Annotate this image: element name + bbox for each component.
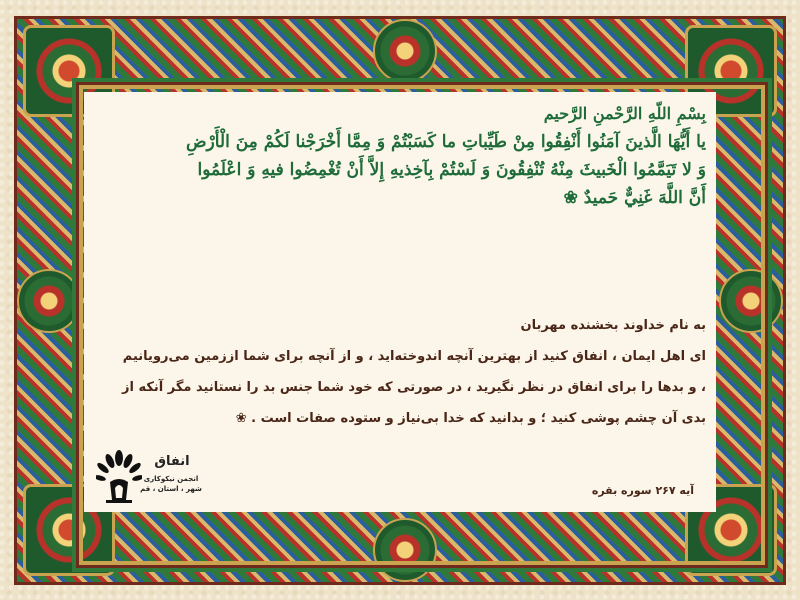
basmala: بِسْمِ اللّهِ الرَّحْمنِ الرَّحيم — [543, 104, 706, 123]
verse-line-2: وَ لا تَيَمَّمُوا الْخَبيثَ مِنْهُ تُنْفِقُونَ وَ لَسْتُمْ بِآخِذيهِ إِلاَّ أَنْ تُغْمِضُوا فيهِ وَ اعْلَمُوا — [197, 160, 706, 180]
side-ornament-left — [17, 269, 81, 333]
translation-line-1: ای اهل ایمان ، انفاق کنید از بهترین آنچه اندوخته‌اید ، و از آنچه برای شما اززمین می‌رویانیم — [122, 349, 706, 364]
quran-verse — [94, 100, 706, 212]
verse-line-1: يا أَيُّهَا الَّذينَ آمَنُوا أَنْفِقُوا مِنْ طَيِّباتِ ما كَسَبْتُمْ وَ مِمَّا أَخْرَجْنا لَكُمْ مِنَ الْأَرْضِ — [185, 132, 706, 152]
logo-subtitle — [136, 474, 206, 494]
persian-translation — [94, 310, 706, 434]
charity-logo — [96, 448, 206, 504]
logo-subtitle-line-1: انجمن نیکوکاری — [143, 475, 199, 483]
verse-reference: آیه ۲۶۷ سوره بقره — [591, 484, 694, 497]
logo-name: انفاق — [154, 454, 190, 469]
translation-heading: به نام خداوند بخشنده مهربان — [520, 318, 706, 333]
text-panel — [84, 92, 716, 512]
logo-subtitle-line-2: شهر ، استان ، قم — [140, 485, 202, 493]
verse-line-3: أَنَّ اللَّهَ غَنِيٌّ حَميدٌ ❀ — [563, 188, 706, 208]
translation-line-2: ، و بدها را برای انفاق در نظر نگیرید ، در صورتی که خود شما جنس بد را نستانید مگر آنکه از — [122, 380, 706, 395]
side-ornament-top — [373, 19, 437, 83]
translation-line-3: بدی آن چشم پوشی کنید ؛ و بدانید که خدا بی‌نیاز و ستوده صفات است . ❀ — [235, 411, 706, 426]
